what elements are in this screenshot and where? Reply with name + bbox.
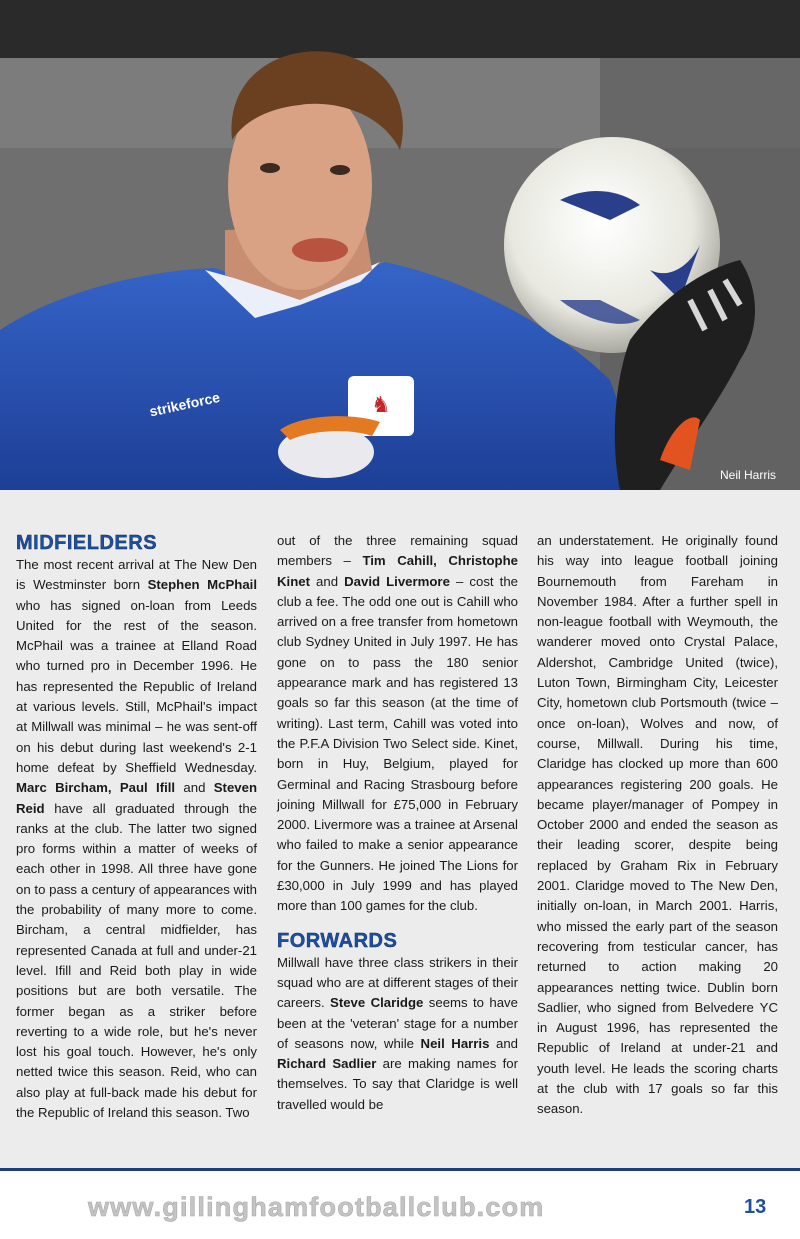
player-photo-illustration xyxy=(0,0,800,490)
player-name: Richard Sadlier xyxy=(277,1056,377,1072)
text-run: and xyxy=(309,573,345,589)
midfielders-paragraph-continued xyxy=(277,531,518,917)
text-run: – cost the club a fee. The odd one out is Cahill who arrived on a free transfer from hometown club Sydney United in July 1997. He has gone on to pass the 180 senior appearance mark and has registered 13 goals so far this season (at the time of writing). Last term, Cahill was voted into the P.F.A Division Two Select side. Kinet, born in Huy, Belgium, played for Germinal and Racing Strasbourg before joining Millwall for £75,000 in February 2000. Livermore was a trainee at Arsenal who failed to make a senior appearance for the Gunners. He joined The Lions for £30,000 in July 1999 and has played more than 100 games for the club. xyxy=(277,573,518,914)
text-run: The most recent arrival at The New Den is Westminster born xyxy=(16,557,257,593)
section-heading-midfielders: MIDFIELDERS xyxy=(16,532,158,554)
article-column-2 xyxy=(277,531,518,1115)
player-name: Tim Cahill, Christophe Kinet xyxy=(277,553,518,589)
text-run: have all graduated through the ranks at the club. The latter two signed pro forms within a matter of weeks of each other in 1998. All three have gone on to pass a century of appearances with the probability of many more to come. Bircham, a central midfielder, has represented Canada at full and under-21 level. Ifill and Reid both play in wide positions but are both versatile. The former began as a striker before reverting to a wide role, but he's never lost his goal touch. However, he's only netted twice this season. Reid, who can also play at full-back made his debut for the Republic of Ireland this season. Two xyxy=(16,800,257,1121)
player-name: Stephen McPhail xyxy=(147,577,257,593)
text-run: are making names for themselves. To say that Claridge is well travelled would be xyxy=(277,1056,518,1112)
photo-caption: Neil Harris xyxy=(719,468,776,482)
player-name: Neil Harris xyxy=(420,1035,490,1051)
article-column-3 xyxy=(537,531,778,1120)
text-run: who has signed on-loan from Leeds United for the rest of the season. McPhail was a trainee at Elland Road who turned pro in December 1996. He has represented the Republic of Ireland at various levels. Still, McPhail's impact at Millwall was minimal – he was sent-off on his debut during last weekend's 2-1 home defeat by Sheffield Wednesday. xyxy=(16,597,257,775)
forwards-paragraph xyxy=(277,953,518,1115)
svg-text:♞: ♞ xyxy=(371,392,391,417)
forwards-paragraph-continued: an understatement. He originally found his way into league football joining Bournemouth from Fareham in November 1984. After a further spell in non-league football with Weymouth, the wanderer moved onto Crystal Palace, Aldershot, Cambridge United (twice), Luton Town, Birmingham City, Leicester City, hometown club Portsmouth (twice – once on-loan), Wolves and now, of course, Millwall. During his time, Claridge has clocked up more than 600 appearances registering 200 goals. He became player/manager of Pompey in October 2000 and ended the season as their leading scorer, despite being replaced by Graham Rix in February 2001. Claridge moved to The New Den, initially on-loan, in March 2001. Harris, who missed the early part of the season recovering from testicular cancer, has returned to action making 20 appearances netting twice. Dublin born Sadlier, who signed from Belvedere YC in August 1996, has represented the Republic of Ireland at under-21 and youth level. He leads the scoring charts at the club with 17 goals so far this season. xyxy=(537,533,778,1117)
text-run: seems to have been at the 'veteran' stage for a number of seasons now, while xyxy=(277,995,518,1051)
player-name: Marc Bircham, Paul Ifill xyxy=(16,780,176,796)
text-run: and xyxy=(489,1035,518,1051)
text-run: out of the three remaining squad members – xyxy=(277,533,518,569)
player-name: Steven Reid xyxy=(16,780,257,816)
footer-url: www.gillinghamfootballclub.com xyxy=(88,1192,545,1222)
player-name: David Livermore xyxy=(344,573,450,589)
shirt-sponsor: strikeforce xyxy=(147,388,222,420)
player-name: Steve Claridge xyxy=(330,995,424,1011)
midfielders-paragraph xyxy=(16,555,257,1123)
page-number: 13 xyxy=(744,1196,767,1218)
section-heading-forwards: FORWARDS xyxy=(277,929,398,952)
hero-photo xyxy=(0,0,800,490)
article-column-1 xyxy=(16,531,257,1123)
text-run: Millwall have three class strikers in their squad who are at different stages of their careers. xyxy=(277,954,518,1011)
text-run: and xyxy=(175,780,214,796)
